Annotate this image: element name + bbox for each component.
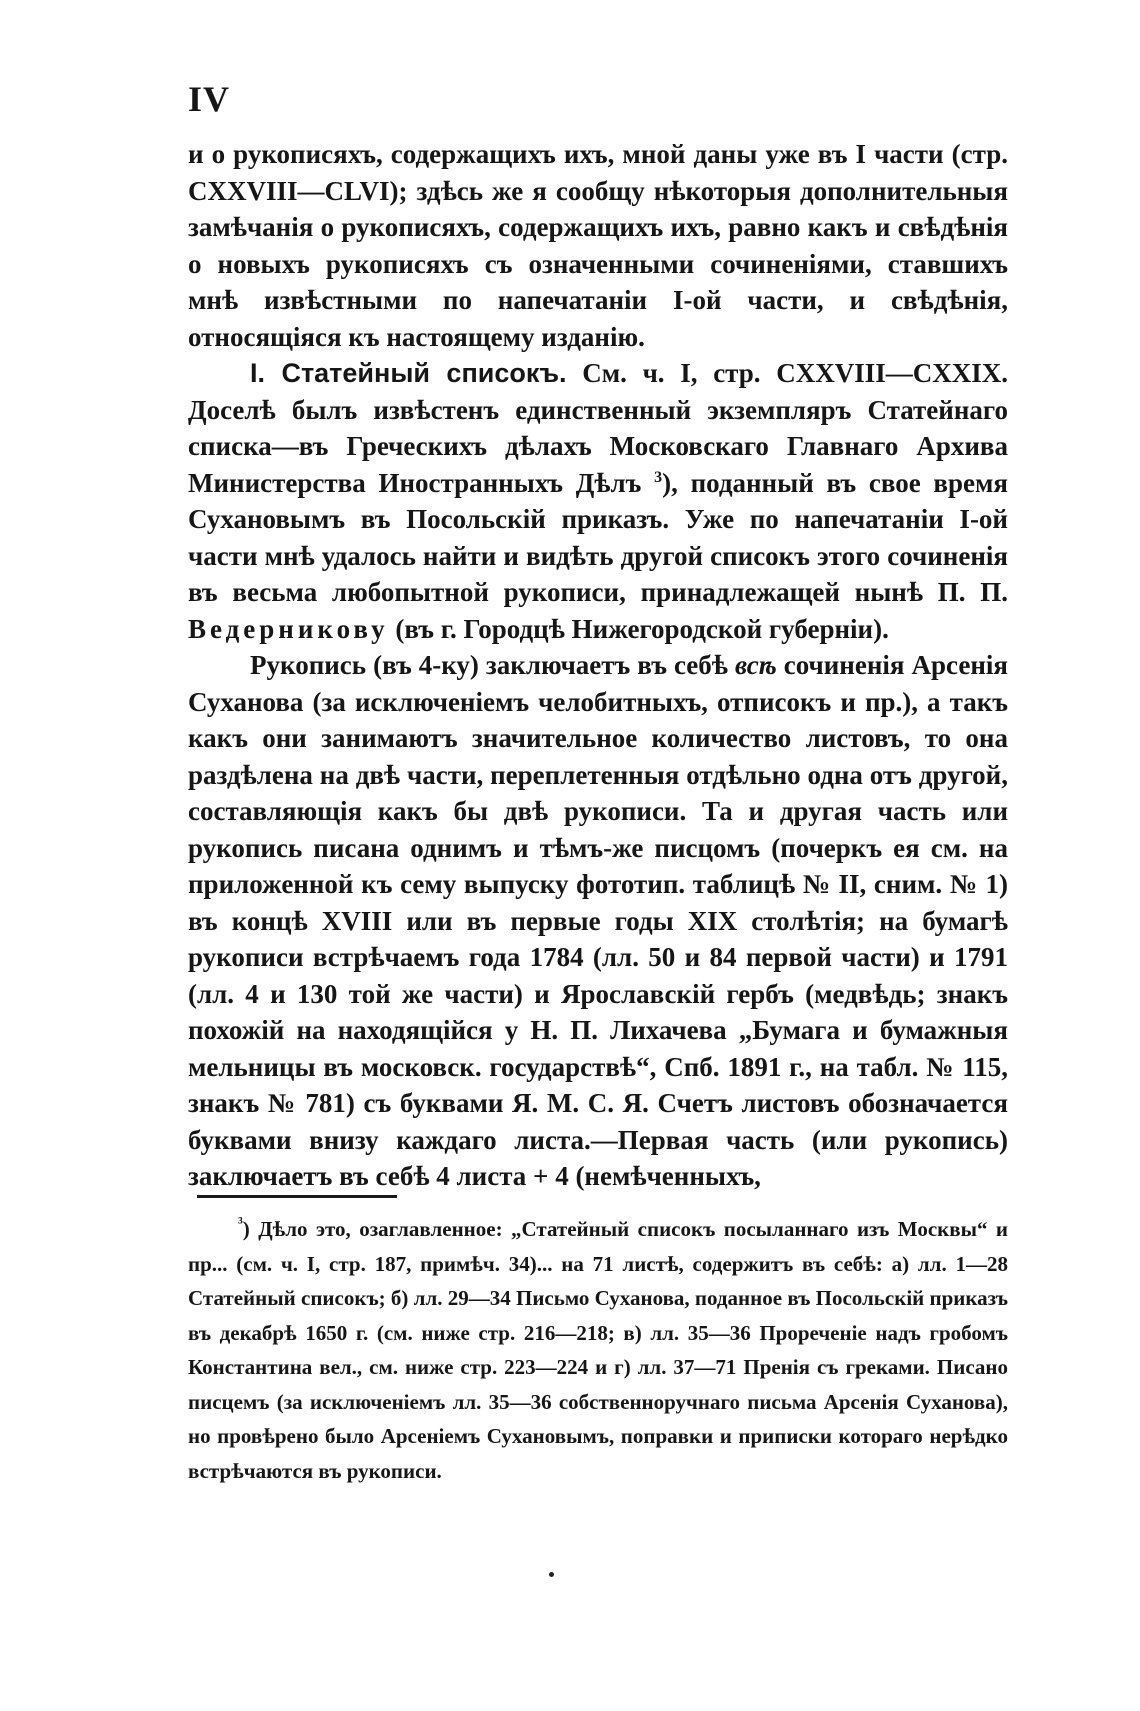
paragraph-3-text-a: Рукопись (въ 4-ку) заключаетъ въ себѣ [250,650,735,680]
paragraph-2-text-a: См. ч. I, стр. CXXVIII—CXXIX. Доселѣ былъ извѣстенъ единственный экземпляръ Статейнаго списка—въ Греческихъ дѣлахъ Московскаго Главнаго Архива Министерства Иностранныхъ Дѣлъ [188,358,1008,498]
footnote-reference: 3 [654,468,663,486]
paragraph-2-text-b: ), поданный въ свое время Сухановымъ въ Посольскій приказъ. Уже по напечатаніи I-ой части мнѣ удалось найти и видѣть другой списокъ этого сочиненія въ весьма любопытной рукописи, принадлежащей нынѣ П. П. [188,467,1008,607]
main-text [188,136,1008,1195]
paragraph-2-text-c: (въ г. Городцѣ Нижегородской губерніи). [388,613,889,644]
paragraph-2 [188,355,1008,647]
footnote-marker: ³ [238,1215,243,1232]
owner-name: Ведерникову [188,613,389,644]
page-number: IV [188,79,231,119]
paragraph-1: и о рукописяхъ, содержащихъ ихъ, мной даны уже въ I части (стр. CXXVIII—CLVI); здѣсь же я сообщу нѣкоторыя дополнительныя замѣчанія о рукописяхъ, содержащихъ ихъ, равно какъ и свѣдѣнія о новыхъ рукописяхъ съ означенными сочиненіями, ставшихъ мнѣ извѣстными по напечатаніи I-ой части, и свѣдѣнія, относящіяся къ настоящему изданію. [188,139,1008,352]
paragraph-3-text-b: сочиненія Арсенія Суханова (за исключеніемъ челобитныхъ, отписокъ и пр.), а такъ какъ они занимаютъ значительное количество листовъ, то она раздѣлена на двѣ части, переплетенныя отдѣльно одна отъ другой, составляющія какъ бы двѣ рукописи. Та и другая часть или рукопись писана однимъ и тѣмъ-же писцомъ (почеркъ ея см. на приложенной къ сему выпуску фототип. таблицѣ № II, сним. № 1) въ концѣ XVIII или въ первые годы XIX столѣтія; на бумагѣ рукописи встрѣчаемъ года 1784 (лл. 50 и 84 первой части) и 1791 (лл. 4 и 130 той же части) и Ярославскій гербъ (медвѣдь; знакъ похожій на находящійся у Н. П. Лихачева „Бумага и бумажныя мельницы въ московск. государствѣ“, Спб. 1891 г., на табл. № 115, знакъ № 781) съ буквами Я. М. С. Я. Счетъ листовъ обозначается буквами внизу каждаго листа.—Первая часть (или рукопись) заключаетъ въ себѣ 4 листа + 4 (немѣченныхъ, [188,650,1008,1191]
paragraph-3 [188,647,1008,1195]
footnote [188,1212,1008,1488]
section-heading: I. Статейный списокъ. [250,358,567,388]
ink-dot [549,1572,554,1577]
footnote-text: ) Дѣло это, озаглавленное: „Статейный списокъ посыланнаго изъ Москвы“ и пр... (см. ч. I, стр. 187, примѣч. 34)... на 71 листѣ, содержитъ въ себѣ: а) лл. 1—28 Статейный списокъ; б) лл. 29—34 Письмо Суханова, поданное въ Посольскій приказъ въ декабрѣ 1650 г. (см. ниже стр. 216—218; в) лл. 35—36 Прореченіе надъ гробомъ Константина вел., см. ниже стр. 223—224 и г) лл. 37—71 Пренія съ греками. Писано писцемъ (за исключеніемъ лл. 35—36 собственноручнаго письма Арсенія Суханова), но провѣрено было Арсеніемъ Сухановымъ, поправки и приписки котораго нерѣдко встрѣчаются въ рукописи. [188,1217,1008,1483]
emphasized-word: всѣ [735,650,777,680]
footnote-divider [197,1195,397,1198]
